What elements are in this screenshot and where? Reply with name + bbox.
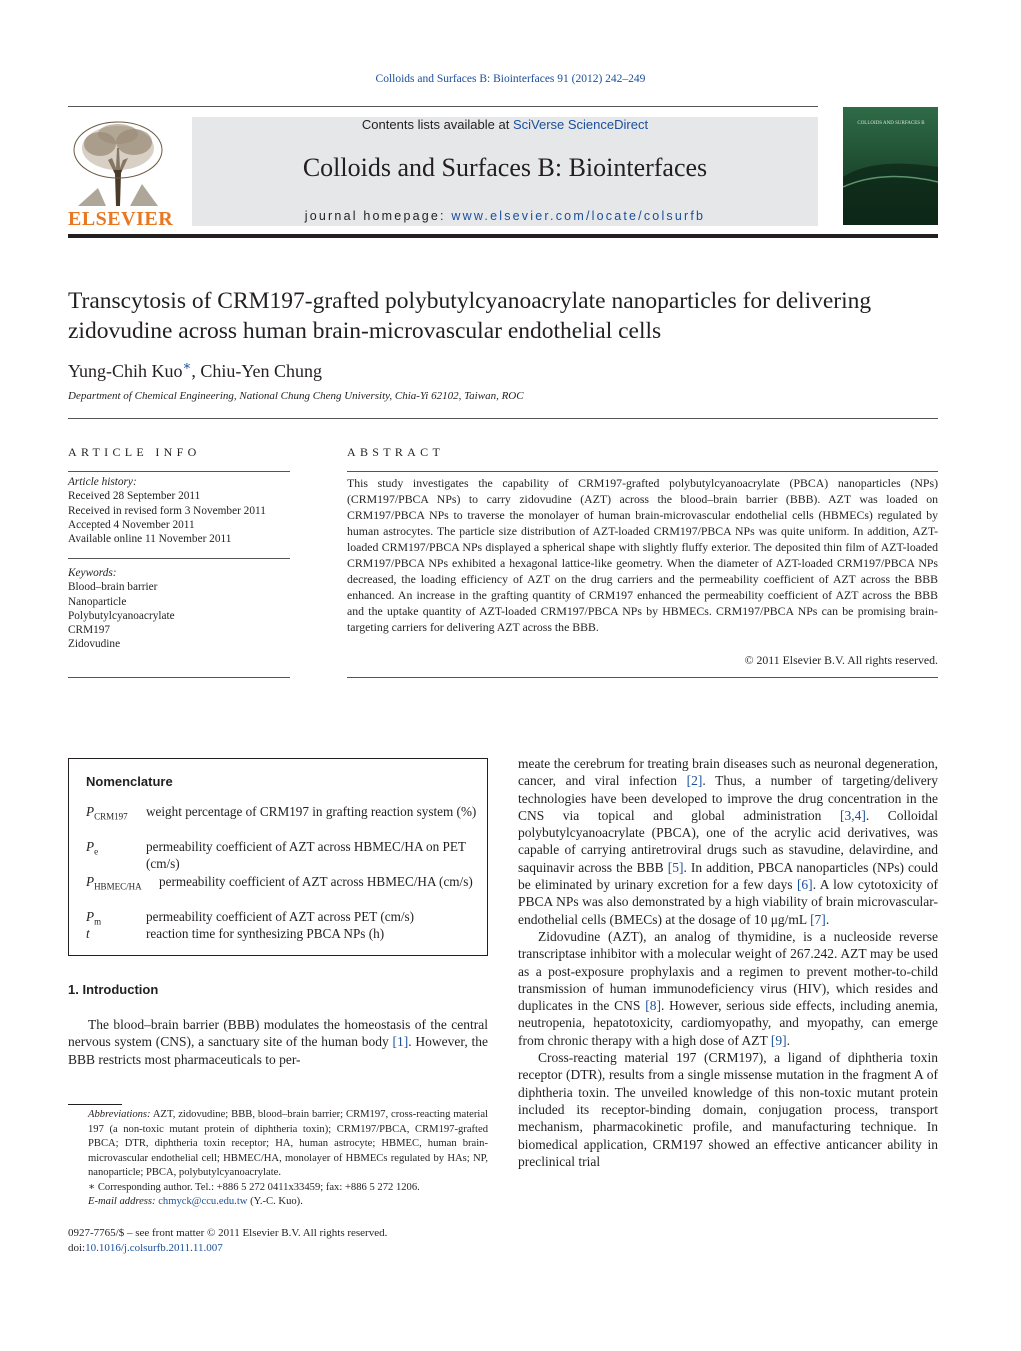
intro-paragraph: Cross-reacting material 197 (CRM197), a ligand of diphtheria toxin receptor (DTR), results from a single missense mutation in the fragment A of diphtheria toxin. The unveiled knowledge of this non-toxic mutant protein included its receptor-binding domain, conjugation process, transport mechanism, pharmacokinetic profile, and manufacturing technique. In biomedical application, CRM197 showed an effective anticancer ability in preclinical trial	[518, 1050, 938, 1169]
introduction-left-column	[68, 1016, 488, 1068]
nomenclature-definition: permeability coefficient of AZT across PET (cm/s)	[146, 909, 415, 924]
homepage-prefix: journal homepage:	[304, 209, 452, 223]
citation-link[interactable]: [3,4]	[839, 807, 866, 823]
author-kuo[interactable]: Yung-Chih Kuo	[68, 361, 183, 381]
footnotes	[68, 1108, 488, 1210]
email-footnote: E-mail address: chmyck@ccu.edu.tw (Y.-C. Kuo).	[88, 1196, 303, 1207]
abbreviations-footnote: Abbreviations: AZT, zidovudine; BBB, blood–brain barrier; CRM197, cross-reacting material 197 (a non-toxic mutant protein of diphtheria toxin); CRM197/PBCA, CRM197-grafted PBCA; DTR, diphtheria toxin receptor; HA, human astrocyte; HBMEC, human brain-microvascular endothelial cell; HBMEC/HA, monolayer of HBMECs regulated by HAs; NP, nanoparticle; PBCA, polybutylcyanoacrylate.	[88, 1109, 488, 1178]
nomenclature-symbol: t	[86, 926, 90, 941]
email-link[interactable]: chmyck@ccu.edu.tw	[158, 1196, 248, 1207]
history-accepted: Accepted 4 November 2011	[68, 518, 195, 531]
history-label: Article history:	[68, 476, 137, 488]
keyword: Blood–brain barrier	[68, 581, 158, 594]
journal-masthead	[192, 117, 818, 226]
introduction-heading: 1. Introduction	[68, 982, 159, 997]
author-list	[68, 358, 322, 382]
history-received: Received 28 September 2011	[68, 490, 201, 503]
issn-line: 0927-7765/$ – see front matter © 2011 Elsevier B.V. All rights reserved.	[68, 1227, 388, 1239]
citation-link[interactable]: [6]	[796, 877, 813, 893]
intro-paragraph: meate the cerebrum for treating brain diseases such as neuronal degeneration, cancer, and viral infection [2]. Thus, a number of targeting/delivery technologies have been developed to improve the drug concentration in the CNS via topical and global administration [3,4]. Colloidal polybutylcyanoacrylate (PBCA), one of the acrylic acid derivatives, was capable of carrying antiretroviral drugs such as stavudine, delavirdine, and saquinavir across the BBB [5]. In addition, PBCA nanoparticles (NPs) could be eliminated by urinary excretion for a few days [6]. A low cytotoxicity of PBCA NPs was also demonstrated by a high viability of brain microvascular-endothelial cells (BMECs) at the dosage of 10 μg/mL [7].	[518, 756, 939, 927]
publisher-name: ELSEVIER	[68, 208, 174, 230]
keywords-label: Keywords:	[68, 567, 117, 579]
citation-link[interactable]: [1]	[392, 1034, 409, 1050]
keyword: Zidovudine	[68, 638, 121, 651]
elsevier-logo[interactable]	[68, 118, 174, 230]
header-thick-rule	[68, 234, 938, 238]
keyword: CRM197	[68, 624, 111, 637]
abstract-text: This study investigates the capability of CRM197-grafted polybutylcyanoacrylate (PBCA) nanoparticles (NPs) (CRM197/PBCA NPs) to carry zidovudine (AZT) across the blood–brain barrier (BBB). AZT was loaded on CRM197/PBCA NPs to traverse the monolayer of human brain-microvascular endothelial cells (HBMECs) regulated by human astrocytes. The particle size distribution of AZT-loaded CRM197/PBCA NPs was quite uniform. In addition, AZT-loaded CRM197/PBCA NPs displayed a spherical shape with slightly fluffy exterior. The deposited thin film of AZT-loaded CRM197/PBCA NPs exhibited a hexagonal lattice-like geometry. When the diameter of AZT-loaded CRM197/PBCA NPs decreased, the loading efficiency of AZT on the drug carriers and the permeability coefficient of AZT across the BBB enhanced. An increase in the grafting quantity of CRM197 enhanced the permeability coefficient of AZT across the BBB and the uptake quantity of AZT-loaded CRM197/PBCA NPs by HBMECs. CRM197/PBCA NPs can be promising brain-targeting carriers for delivering AZT across the BBB.	[347, 476, 938, 634]
introduction-right-column	[518, 755, 938, 1170]
nomenclature-symbol: $P_{HBMEC/HA}$	[86, 874, 142, 892]
affiliation: Department of Chemical Engineering, National Chung Cheng University, Chia-Yi 62102, Taiwan, ROC	[68, 390, 524, 402]
nomenclature-definition: permeability coefficient of AZT across HBMEC/HA (cm/s)	[159, 874, 473, 889]
abstract-copyright: © 2011 Elsevier B.V. All rights reserved.	[744, 653, 938, 667]
keyword: Nanoparticle	[68, 595, 127, 608]
article-title: Transcytosis of CRM197-grafted polybutylcyanoacrylate nanoparticles for delivering zidovudine across human brain-microvascular endothelial cells	[68, 288, 872, 344]
sciverse-link[interactable]: SciVerse ScienceDirect	[512, 117, 649, 132]
article-info-rule	[68, 471, 290, 472]
footnote-rule	[68, 1104, 122, 1105]
doi-link[interactable]: 10.1016/j.colsurfb.2011.11.007	[85, 1242, 223, 1254]
author-chung[interactable]: , Chiu-Yen Chung	[191, 361, 323, 381]
nomenclature-definition: weight percentage of CRM197 in grafting reaction system (%)	[146, 804, 477, 819]
contents-line	[192, 117, 818, 132]
article-history	[68, 475, 290, 546]
journal-cover[interactable]	[843, 107, 938, 225]
tree-icon	[68, 118, 168, 208]
cover-title: COLLOIDS AND SURFACES B	[857, 121, 925, 126]
journal-reference[interactable]: Colloids and Surfaces B: Biointerfaces 91 (2012) 242–249	[375, 73, 646, 85]
intro-paragraph: Zidovudine (AZT), an analog of thymidine, is a nucleoside reverse transcriptase inhibitor with a molecular weight of 267.242. AZT may be used as a post-exposure prophylaxis and a regimen to prevent mother-to-child transmission of human immunodeficiency virus (HIV), which resides and duplicates in the CNS [8]. However, serious side effects, including anemia, neutropenia, hepatotoxicity, cardiomyopathy, and myopathy, can emerge from chronic therapy with a high dose of AZT [9].	[518, 928, 938, 1048]
title-rule	[68, 418, 938, 419]
header-rule	[68, 106, 818, 107]
corresponding-author-footnote: ∗ Corresponding author. Tel.: +886 5 272 0411x33459; fax: +886 5 272 1206.	[88, 1181, 420, 1193]
info-bottom-rule	[68, 677, 290, 678]
citation-link[interactable]: [7]	[810, 911, 826, 927]
intro-paragraph: The blood–brain barrier (BBB) modulates the homeostasis of the central nervous system (CNS), a sanctuary site of the human body [1]. However, the BBB restricts most pharmaceuticals to per-	[68, 1017, 488, 1067]
corresponding-author-mark[interactable]: ∗	[182, 358, 192, 373]
citation-link[interactable]: [5]	[667, 859, 684, 875]
citation-link[interactable]: [2]	[686, 773, 703, 789]
abstract-bottom-rule	[347, 677, 938, 678]
abstract-heading: ABSTRACT	[347, 445, 445, 459]
doi-line: doi:10.1016/j.colsurfb.2011.11.007	[68, 1242, 223, 1254]
homepage-link[interactable]: www.elsevier.com/locate/colsurfb	[451, 209, 706, 223]
keywords	[68, 566, 290, 652]
nomenclature-symbol: $P_m$	[86, 909, 102, 927]
citation-link[interactable]: [9]	[770, 1032, 787, 1048]
nomenclature-definition: permeability coefficient of AZT across HBMEC/HA on PET (cm/s)	[146, 839, 466, 871]
issn-block	[68, 1226, 387, 1256]
nomenclature-definition: reaction time for synthesizing PBCA NPs (h)	[146, 926, 385, 941]
journal-title: Colloids and Surfaces B: Biointerfaces	[302, 153, 708, 182]
keyword: Polybutylcyanoacrylate	[68, 609, 175, 622]
nomenclature-symbol: $P_e$	[86, 839, 99, 857]
keywords-rule	[68, 558, 290, 559]
contents-prefix: Contents lists available at	[361, 117, 513, 132]
nomenclature-heading: Nomenclature	[86, 774, 173, 789]
article-info-heading: ARTICLE INFO	[68, 445, 201, 459]
nomenclature-symbol: $P_{CRM197}$	[86, 804, 128, 822]
homepage-line	[192, 209, 818, 223]
citation-link[interactable]: [8]	[645, 998, 661, 1014]
history-online: Available online 11 November 2011	[68, 533, 232, 546]
cover-art-icon	[843, 107, 938, 225]
nomenclature-box	[68, 758, 488, 956]
abstract-rule	[347, 471, 938, 472]
history-revised: Received in revised form 3 November 2011	[68, 504, 266, 517]
